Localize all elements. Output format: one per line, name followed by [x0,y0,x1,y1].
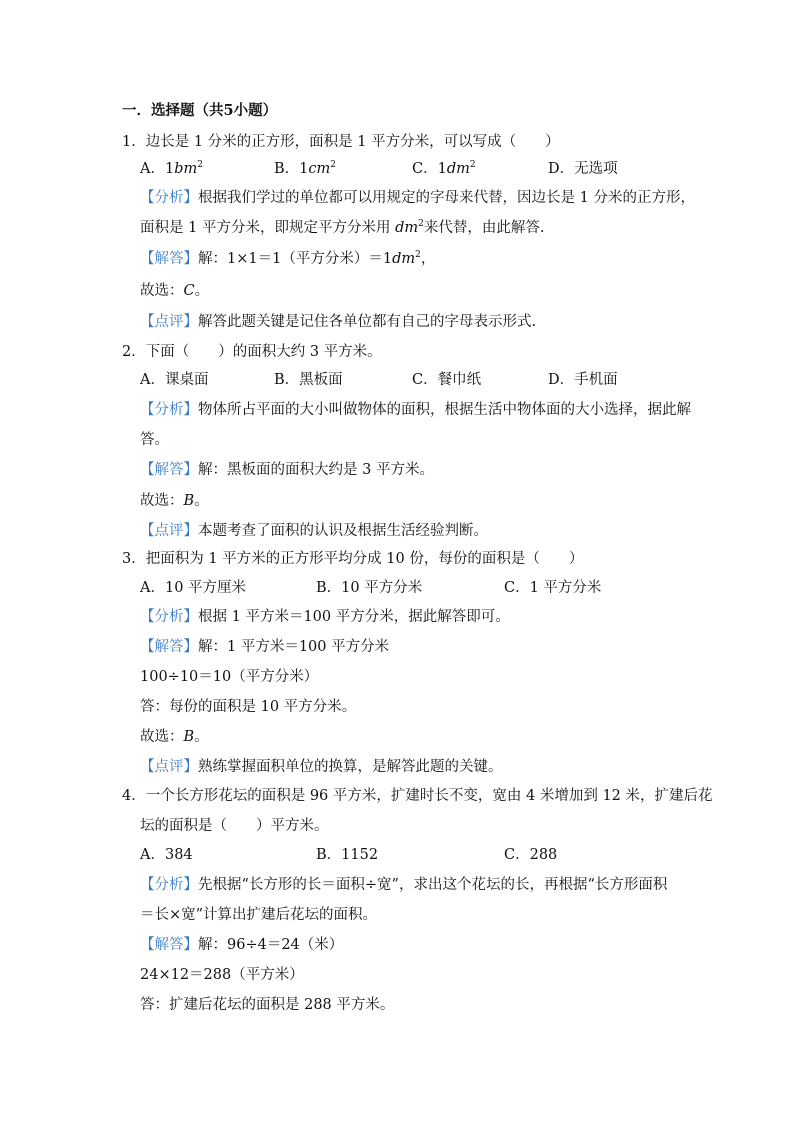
q4-calc: 24×12＝288（平方米） [140,967,304,983]
q1-option-a-unit: bm [174,161,198,177]
comment-tag: 【点评】 [140,314,198,330]
q3-analysis-text: 根据 1 平方米＝100 平方分米，据此解答即可。 [198,609,510,625]
q1-analysis-text: 根据我们学过的单位都可以用规定的字母来代替，因边长是 1 分米的正方形， [198,190,695,206]
q1-answer-exp: 2 [415,250,421,260]
q3-reply: 答：每份的面积是 10 平方分米。 [140,699,357,715]
q4-analysis-text: 先根据“长方形的长＝面积÷宽”，求出这个花坛的长，再根据“长方形面积 [198,877,668,893]
q1-option-c-prefix: C．1 [412,161,447,177]
q1-option-c-exp: 2 [469,160,476,170]
q4-analysis-line2: ＝长×宽”计算出扩建后花坛的面积。 [140,907,378,923]
q2-choice [140,491,209,511]
q1-answer-tail: ， [420,251,436,267]
q4-option-c: C．288 [504,847,558,863]
q1-option-b-unit: cm [308,161,331,177]
q4-stem-line1: 4．一个长方形花坛的面积是 96 平方米，扩建时长不变，宽由 4 米增加到 12 米，扩建后花 [122,788,713,804]
q3-option-a: A．10 平方厘米 [140,580,247,596]
q1-option-b-prefix: B．1 [274,161,309,177]
answer-tag: 【解答】 [140,251,198,267]
q3-choice-tail: 。 [194,729,209,745]
q4-option-a: A．384 [140,847,193,863]
q3-analysis [140,607,510,627]
q3-stem: 3．把面积为 1 平方米的正方形平均分成 10 份，每份的面积是（ ） [122,551,584,567]
q1-choice-label: 故选： [140,283,184,299]
q3-calc: 100÷10＝10（平方分米） [140,669,319,685]
answer-tag: 【解答】 [140,462,198,478]
q3-option-b: B．10 平方分米 [316,580,423,596]
q1-choice-letter: C [183,283,195,299]
comment-tag: 【点评】 [140,523,198,539]
analysis-tag: 【分析】 [140,609,198,625]
q4-analysis-line1 [140,875,667,895]
q1-answer-text: 解：1×1＝1（平方分米）＝1 [198,251,393,267]
q3-answer [140,637,389,657]
q1-option-a-prefix: A．1 [140,161,175,177]
q4-answer-text: 解：96÷4＝24（米） [198,937,344,953]
analysis-tag: 【分析】 [140,402,198,418]
answer-tag: 【解答】 [140,639,198,655]
q2-analysis-line1 [140,400,691,420]
q2-answer [140,460,434,480]
q1-analysis-unit: dm [395,220,419,236]
q1-option-c-unit: dm [446,161,470,177]
q1-option-b-exp: 2 [330,160,336,170]
q1-choice-tail: 。 [194,283,210,299]
q1-option-b [274,159,336,179]
q1-analysis-line1 [140,188,695,208]
q2-option-a: A．课桌面 [140,372,209,388]
q2-option-c: C．餐巾纸 [412,372,482,388]
q4-reply: 答：扩建后花坛的面积是 288 平方米。 [140,997,395,1013]
q3-choice-label: 故选： [140,729,184,745]
q2-comment-text: 本题考查了面积的认识及根据生活经验判断。 [198,523,488,539]
q2-analysis-text: 物体所占平面的大小叫做物体的面积，根据生活中物体面的大小选择，据此解 [198,402,691,418]
q2-choice-label: 故选： [140,493,184,509]
q1-option-a-exp: 2 [197,160,203,170]
q1-analysis-exp: 2 [418,219,424,229]
q2-choice-tail: 。 [194,493,209,509]
section-title: 一．选择题（共5小题） [122,102,278,119]
q1-answer [140,249,435,269]
q2-option-d: D．手机面 [548,372,618,388]
q2-choice-letter: B [183,493,195,509]
q3-comment [140,757,503,777]
q2-stem: 2．下面（ ）的面积大约 3 平方米。 [122,344,382,360]
q4-stem-line2: 坛的面积是（ ）平方米。 [140,818,329,834]
q2-comment [140,521,488,541]
q3-option-c: C．1 平方分米 [504,580,602,596]
q2-analysis-line2: 答。 [140,432,169,448]
analysis-tag: 【分析】 [140,877,198,893]
q1-comment-text: 解答此题关键是记住各单位都有自己的字母表示形式. [198,314,537,330]
q4-option-b: B．1152 [316,847,379,863]
q1-option-a [140,159,203,179]
q3-choice-letter: B [183,729,195,745]
answer-tag: 【解答】 [140,937,198,953]
q1-answer-unit: dm [392,251,416,267]
q1-analysis-text-b: 来代替，由此解答. [423,220,545,236]
q1-stem: 1．边长是 1 分米的正方形，面积是 1 平方分米，可以写成（ ） [122,134,560,150]
q1-comment [140,312,536,332]
q1-option-c [412,159,476,179]
q1-analysis-line2 [140,218,544,238]
q1-choice [140,281,209,301]
q2-option-b: B．黑板面 [274,372,343,388]
q3-comment-text: 熟练掌握面积单位的换算，是解答此题的关键。 [198,759,503,775]
q4-answer [140,935,343,955]
q1-option-d: D．无选项 [548,161,618,177]
analysis-tag: 【分析】 [140,190,198,206]
q1-analysis-text-a: 面积是 1 平方分米，即规定平方分米用 [140,220,396,236]
comment-tag: 【点评】 [140,759,198,775]
q3-choice [140,727,209,747]
q2-answer-text: 解：黑板面的面积大约是 3 平方米。 [198,462,434,478]
q3-answer-text: 解：1 平方米＝100 平方分米 [198,639,390,655]
